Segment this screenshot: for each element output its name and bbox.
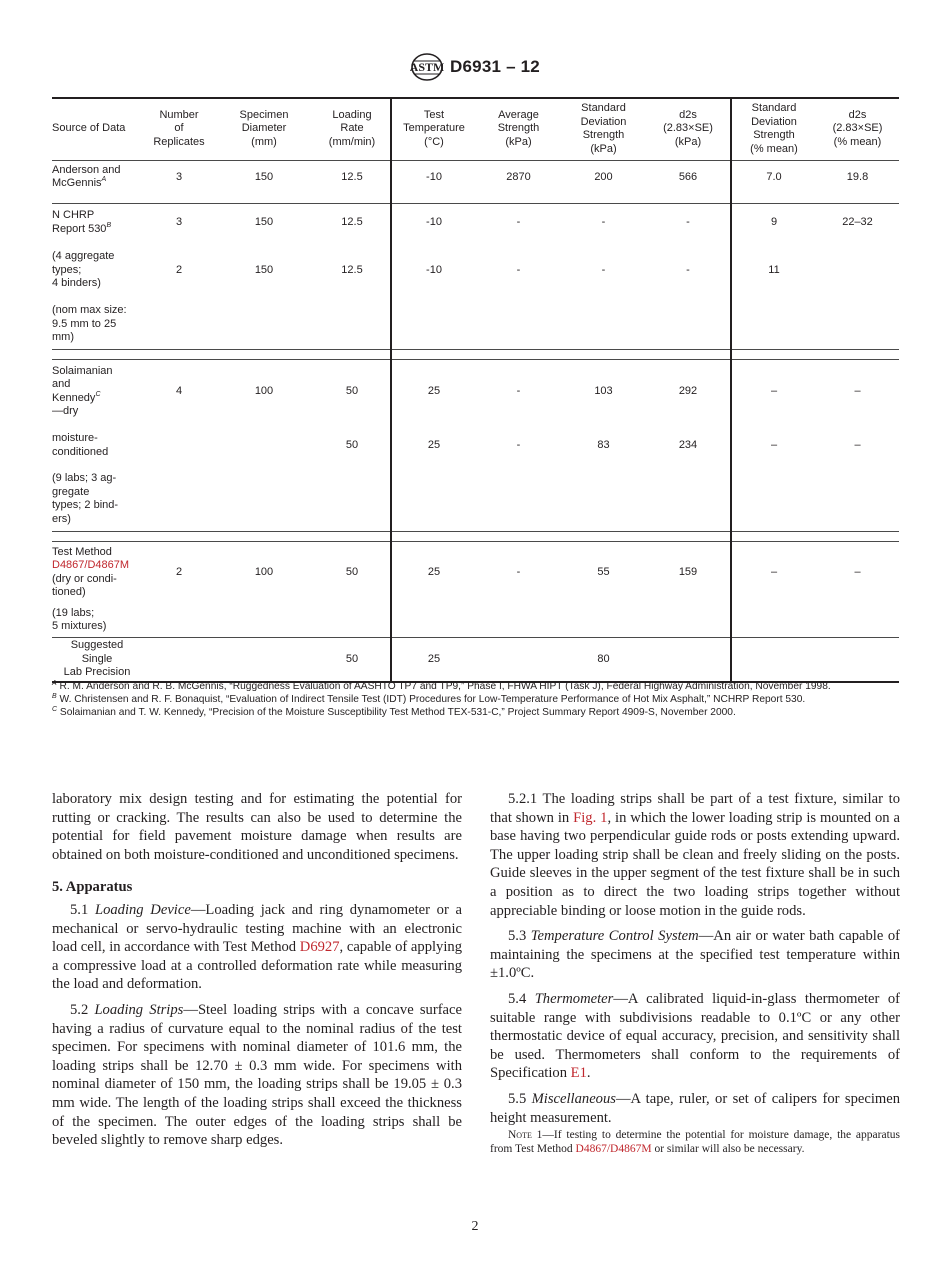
diameter-cell (214, 424, 314, 468)
rate-cell: 12.5 (314, 204, 391, 242)
table-footnotes (52, 680, 902, 719)
source-cell: (nom max size: 9.5 mm to 25 mm) (52, 304, 127, 343)
replicates-cell: 2 (175, 263, 183, 276)
table-header-row (52, 98, 899, 161)
avg-strength-cell: - (516, 216, 521, 228)
source-cell: N CHRP Report $530^B$ (52, 209, 112, 235)
temp-cell: -10 (426, 170, 442, 183)
temp-cell: -10 (426, 263, 442, 276)
sd-cell: 83 (597, 438, 610, 451)
replicates-cell (144, 638, 214, 682)
table-row (52, 424, 899, 468)
replicates-cell: 3 (175, 170, 183, 183)
temp-cell: 25 (391, 638, 476, 682)
sd-pct-cell: – (770, 438, 778, 451)
svg-text:ASTM: ASTM (410, 60, 445, 74)
sd-pct-cell: 9 (770, 216, 778, 228)
diameter-cell: 150 (254, 263, 274, 276)
paragraph-5-4: 5.4 Thermometer—A calibrated liquid-in-glass thermometer of suitable range with subdivisions readable to 0.1ºC or any other thermostatic device of equal accuracy, precision, and sensitivity shall be used. Thermometers shall conform to the requirements of Specification E1. (490, 990, 900, 1082)
source-cell: moisture- conditioned (52, 432, 109, 458)
rate-cell: 50 (314, 542, 391, 604)
paragraph-5-2: 5.2 Loading Strips—Steel loading strips with a concave surface having a radius of curvature equal to the nominal radius of the test specimen. For specimens with nominal diameter of 101.6 mm, the loading strips shall be 12.70 ± 0.3 mm wide. For specimens with nominal diameter of 150 mm, the loading strips shall be 19.05 ± 0.3 mm wide. The length of the loading strips shall exceed the thickness of the specimen. The outer edges of the loading strips shall be beveled slightly to remove sharp edges. (52, 1001, 462, 1149)
table-row (52, 542, 899, 604)
table-spacer (52, 194, 899, 204)
table-row (52, 204, 899, 242)
paragraph-5-2-1: 5.2.1 The loading strips shall be part of a test fixture, similar to that shown in Fig. 1, in which the lower loading strip is mounted on a base having two perpendicular guide rods or posts extending upward. The upper loading strip shall be clean and freely sliding on the posts. Guide sleeves in the upper segment of the test fixture shall be in such a position as to direct the two loading strips together without appreciable binding or loose motion in the guide rods. (490, 791, 901, 919)
d2s-pct-cell: – (854, 438, 861, 451)
column-header: Source of Data (52, 122, 126, 135)
table-spacer (52, 350, 899, 360)
sd-cell: 103 (594, 385, 613, 397)
table-row (52, 638, 899, 682)
table-spacer (52, 532, 899, 542)
precision-table (52, 97, 899, 683)
d2s-cell: 234 (646, 424, 731, 468)
footnote: $^B$ W. Christensen and R. F. Bonaquist, “Evaluation of Indirect Tensile Test (IDT) Procedures for Low-Temperature Performance of Hot Mix Asphalt,” NCHRP Report 530. (52, 693, 806, 705)
sd-pct-cell (731, 638, 816, 682)
footnote: $^C$ Solaimanian and T. W. Kennedy, “Precision of the Moisture Susceptibility Test Method TEX-531-C,” Project Summary Report 4909-S, November 2000. (52, 706, 736, 718)
avg-strength-cell: 2870 (506, 170, 531, 183)
diameter-cell: 150 (254, 216, 274, 228)
source-cell: Test Method D4867/D4867M (dry or condi- tioned) (52, 545, 130, 599)
source-cell: (4 aggregate types; 4 binders) (52, 250, 115, 290)
footnote: $^A$ R. M. Anderson and R. B. McGennis, “Ruggedness Evaluation of AASHTO TP7 and TP9,” Phase I, FHWA HIPT (Task J), Federal Highway Administration, November 1998. (52, 680, 831, 692)
d2s-pct-cell: 19.8 (846, 170, 869, 183)
column-header: Loading Rate (mm/min) (314, 98, 391, 161)
temp-cell: 25 (427, 385, 441, 397)
page-header (0, 52, 950, 82)
column-header: Average Strength (kPa) (497, 108, 540, 148)
d4867-link[interactable]: D4867/D4867M (52, 559, 130, 572)
sd-cell: 200 (594, 170, 613, 183)
d2s-pct-cell (816, 638, 899, 682)
replicates-cell: 2 (175, 566, 183, 578)
rate-cell: 50 (314, 424, 391, 468)
d2s-cell: - (646, 204, 731, 242)
paragraph-5-3: 5.3 Temperature Control System—An air or water bath capable of maintaining the specimens at the specified test temperature within ±1.0ºC. (490, 928, 901, 982)
diameter-cell: 100 (254, 566, 274, 578)
d2s-pct-cell: – (854, 566, 861, 578)
paragraph-5-1: 5.1 Loading Device—Loading jack and ring dynamometer or a mechanical or servo-hydraulic testing machine with an electronic load cell, in accordance with Test Method D6927, capable of applying a compressive load at a controlled deformation rate while measuring the load and deformation. (52, 901, 462, 993)
source-cell: Suggested Single Lab Precision (52, 638, 144, 682)
rate-cell: 12.5 (314, 242, 391, 300)
source-cell: Solaimanian and Kennedy$^C$ —dry (52, 364, 113, 418)
table-row (52, 161, 899, 194)
fig-1-link[interactable]: Fig. 1 (573, 809, 608, 826)
column-header: Test Temperature (°C) (403, 108, 465, 148)
column-header: d2s (2.83×SE) (kPa) (646, 98, 731, 161)
sd-cell: - (601, 263, 606, 276)
source-cell: (19 labs; 5 mixtures) (52, 606, 107, 633)
sd-pct-cell: 7.0 (766, 170, 782, 183)
sd-pct-cell: 11 (768, 263, 780, 276)
avg-strength-cell (476, 638, 561, 682)
table-row (52, 242, 899, 300)
replicates-cell: 4 (175, 385, 183, 397)
d2s-cell (646, 638, 731, 682)
intro-paragraph: laboratory mix design testing and for estimating the potential for rutting or cracking. The results can also be used to determine the potential for field pavement moisture damage when results are obtained on both moisture-conditioned and unconditioned specimens. (52, 791, 462, 863)
avg-strength-cell: - (516, 263, 521, 276)
column-header: Number of Replicates (153, 108, 205, 148)
document-id: D6931 – 12 (450, 57, 540, 76)
astm-logo-icon (410, 52, 444, 82)
d2s-cell: 292 (646, 360, 731, 424)
page-number: 2 (471, 1219, 479, 1234)
table-row (52, 604, 899, 638)
column-header: Standard Deviation Strength (kPa) (580, 102, 627, 155)
temp-cell: -10 (426, 216, 442, 228)
source-cell: Anderson and McGennis$^A$ (52, 163, 121, 190)
avg-strength-cell: - (516, 566, 521, 578)
d2s-cell: - (646, 242, 731, 300)
table-row (52, 360, 899, 424)
d2s-cell: 566 (646, 161, 731, 194)
rate-cell: 50 (314, 638, 391, 682)
diameter-cell: 100 (254, 385, 274, 397)
note-1: Note 1—If testing to determine the potential for moisture damage, the apparatus from Test Method D4867/D4867M or similar will also be necessary. (490, 1129, 900, 1156)
temp-cell: 25 (427, 566, 441, 578)
temp-cell: 25 (427, 438, 441, 451)
column-header: d2s (2.83×SE) (% mean) (832, 108, 883, 148)
paragraph-5-5: 5.5 Miscellaneous—A tape, ruler, or set of calipers for specimen height measurement. (490, 1090, 900, 1126)
d6927-link[interactable]: D6927 (299, 939, 340, 956)
right-column (490, 790, 900, 1156)
sd-pct-cell: – (770, 385, 778, 397)
column-header: Standard Deviation Strength (% mean) (750, 102, 798, 155)
left-column (52, 790, 462, 1157)
sd-cell: 55 (597, 566, 610, 578)
avg-strength-cell: - (516, 438, 521, 451)
column-header: Specimen Diameter (mm) (239, 108, 289, 148)
replicates-cell (144, 424, 214, 468)
table-row (52, 468, 899, 532)
sd-cell: - (601, 216, 606, 228)
d2s-cell: 159 (646, 542, 731, 604)
d2s-pct-cell: – (854, 385, 861, 397)
sd-pct-cell: – (770, 566, 778, 578)
d2s-pct-cell (816, 242, 899, 300)
sd-cell: 80 (561, 638, 646, 682)
table-row (52, 300, 899, 350)
rate-cell: 50 (314, 360, 391, 424)
avg-strength-cell: - (516, 385, 521, 397)
replicates-cell: 3 (175, 216, 183, 228)
rate-cell: 12.5 (314, 161, 391, 194)
diameter-cell: 150 (254, 170, 274, 183)
d2s-pct-cell: 22–32 (842, 216, 873, 228)
d4867-note-link[interactable]: D4867/D4867M (575, 1143, 652, 1156)
diameter-cell (214, 638, 314, 682)
e1-link[interactable]: E1 (570, 1065, 587, 1082)
section-heading-apparatus: 5. Apparatus (52, 879, 133, 896)
source-cell: (9 labs; 3 ag- gregate types; 2 bind- ers) (52, 472, 119, 525)
